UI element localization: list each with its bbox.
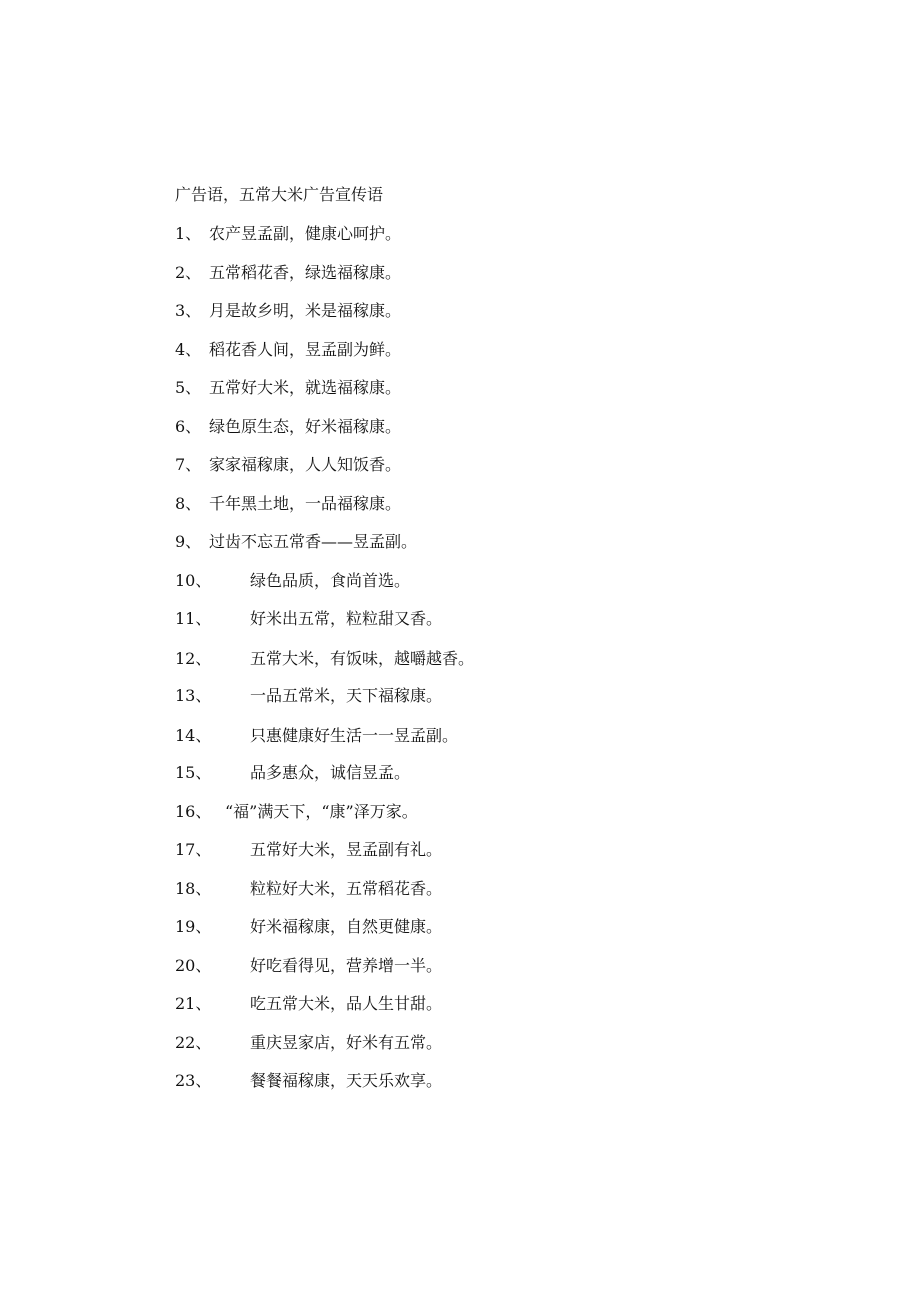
- list-item: [175, 685, 485, 707]
- item-text: 五常稻花香，绿选福稼康。: [209, 262, 402, 282]
- item-number: 9、: [175, 532, 202, 551]
- list-item: [175, 724, 475, 748]
- list-item: [175, 262, 485, 284]
- list-item: [175, 916, 485, 938]
- item-number: 7、: [175, 455, 202, 474]
- item-number: 14、: [175, 725, 212, 745]
- item-number: 5、: [175, 378, 202, 397]
- item-text: 绿色品质，食尚首选。: [250, 570, 411, 590]
- item-number: 8、: [175, 493, 202, 513]
- item-number: 1、: [175, 224, 202, 243]
- document-title: 广告语，五常大米广告宣传语: [175, 185, 384, 204]
- item-text: 只惠健康好生活一一昱孟副。: [250, 725, 459, 745]
- item-number: 18、: [175, 878, 212, 898]
- list-item: [175, 1070, 485, 1092]
- item-number: 22、: [175, 1032, 212, 1052]
- item-text: 五常好大米，就选福稼康。: [209, 378, 402, 397]
- list-item: [175, 801, 485, 823]
- item-text: 好米福稼康，自然更健康。: [250, 917, 443, 936]
- list-item: [175, 762, 485, 784]
- item-text: 五常好大米，昱孟副有礼。: [250, 840, 443, 859]
- item-number: 23、: [175, 1071, 212, 1090]
- item-text: 绿色原生态，好米福稼康。: [209, 416, 402, 436]
- item-number: 6、: [175, 416, 202, 436]
- item-number: 11、: [175, 609, 212, 628]
- item-number: 10、: [175, 570, 212, 590]
- item-number: 12、: [175, 648, 212, 668]
- item-number: 20、: [175, 955, 212, 975]
- item-text: 品多惠众，诚信昱孟。: [250, 763, 411, 782]
- list-item: [175, 1032, 485, 1054]
- item-text: 吃五常大米，品人生甘甜。: [250, 994, 443, 1013]
- item-number: 21、: [175, 994, 212, 1013]
- item-text: 月是故乡明，米是福稼康。: [209, 301, 402, 320]
- item-text: 好吃看得见，营养增一半。: [250, 955, 443, 975]
- item-number: 17、: [175, 840, 212, 859]
- list-item: [175, 377, 485, 399]
- list-item: [175, 223, 485, 245]
- item-text: 千年黑土地，一品福稼康。: [209, 493, 402, 513]
- list-item: [175, 570, 485, 592]
- item-number: 19、: [175, 917, 212, 936]
- item-text: 五常大米，有饭味，越嚼越香。: [250, 648, 475, 668]
- item-text: “福”满天下，“康”泽万家。: [225, 801, 418, 821]
- list-item: [175, 955, 485, 977]
- item-text: 粒粒好大米，五常稻花香。: [250, 878, 443, 898]
- item-text: 农产昱孟副，健康心呵护。: [209, 224, 402, 243]
- item-text: 好米出五常，粒粒甜又香。: [250, 609, 443, 628]
- list-item: [175, 647, 475, 671]
- item-number: 2、: [175, 262, 202, 282]
- item-text: 过齿不忘五常香——昱孟副。: [209, 532, 418, 551]
- item-number: 3、: [175, 301, 202, 320]
- list-item: [175, 416, 485, 438]
- list-item: [175, 300, 485, 322]
- list-item: [175, 454, 485, 476]
- item-text: 一品五常米，天下福稼康。: [250, 686, 443, 705]
- list-item: [175, 531, 485, 553]
- item-text: 家家福稼康，人人知饭香。: [209, 455, 402, 474]
- item-number: 13、: [175, 686, 212, 705]
- item-text: 餐餐福稼康，天天乐欢享。: [250, 1071, 443, 1090]
- list-item: [175, 839, 485, 861]
- list-item: [175, 608, 485, 630]
- item-text: 重庆昱家店，好米有五常。: [250, 1032, 443, 1052]
- item-number: 15、: [175, 763, 212, 782]
- document-page: [175, 184, 485, 1109]
- list-item: [175, 493, 485, 515]
- item-number: 4、: [175, 339, 202, 359]
- list-item: [175, 993, 485, 1015]
- slogan-list: [175, 223, 485, 1092]
- item-number: 16、: [175, 801, 212, 821]
- item-text: 稻花香人间，昱孟副为鲜。: [209, 339, 402, 359]
- list-item: [175, 878, 485, 900]
- list-item: [175, 339, 485, 361]
